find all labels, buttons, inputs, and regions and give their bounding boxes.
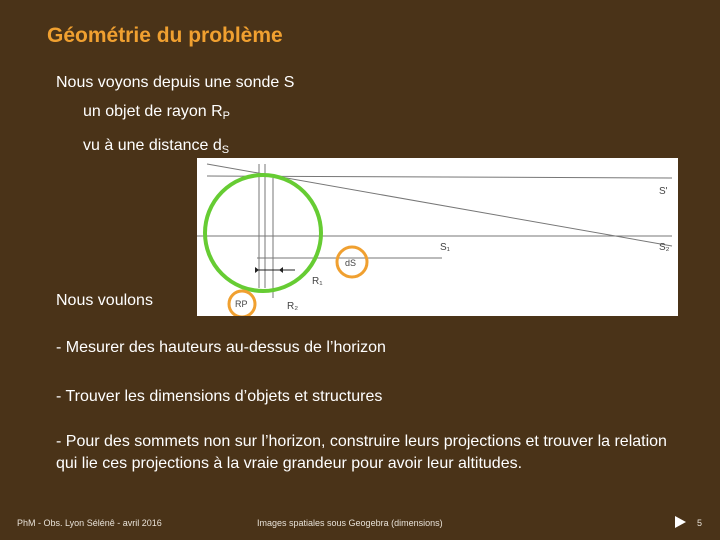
label-s2: S₂ (659, 242, 670, 253)
label-s1: S₁ (440, 242, 451, 253)
next-slide-icon[interactable] (675, 516, 686, 528)
bullet-1: - Mesurer des hauteurs au-dessus de l’horizon (56, 339, 386, 356)
footer-title: Images spatiales sous Geogebra (dimensions) (257, 518, 443, 528)
nous-voulons-label: Nous voulons (56, 292, 153, 309)
page-number: 5 (697, 518, 703, 528)
bullet-2: - Trouver les dimensions d’objets et structures (56, 388, 383, 405)
label-ds: dS (345, 258, 357, 268)
intro-line-2: un objet de rayon $R_P$ (83, 103, 230, 122)
intro-line-1: Nous voyons depuis une sonde S (56, 74, 295, 91)
label-rp: RP (235, 299, 248, 309)
geometry-diagram (197, 158, 678, 316)
geometry-figure (197, 158, 678, 316)
intro-line-3: vu à une distance $d_S$ (83, 137, 230, 156)
footer-author: PhM - Obs. Lyon Sélénê - avril 2016 (17, 518, 162, 528)
label-r2: R₂ (287, 301, 299, 312)
slide-title: Géométrie du problème (47, 24, 283, 47)
bullet-3: - Pour des sommets non sur l’horizon, construire leurs projections et trouver la relation qui lie ces projections à la vraie grandeur pour avoir leur altitudes. (56, 433, 667, 472)
label-r1: R₁ (312, 276, 323, 287)
label-s-prime: S' (659, 186, 668, 197)
intro-text (56, 68, 294, 165)
